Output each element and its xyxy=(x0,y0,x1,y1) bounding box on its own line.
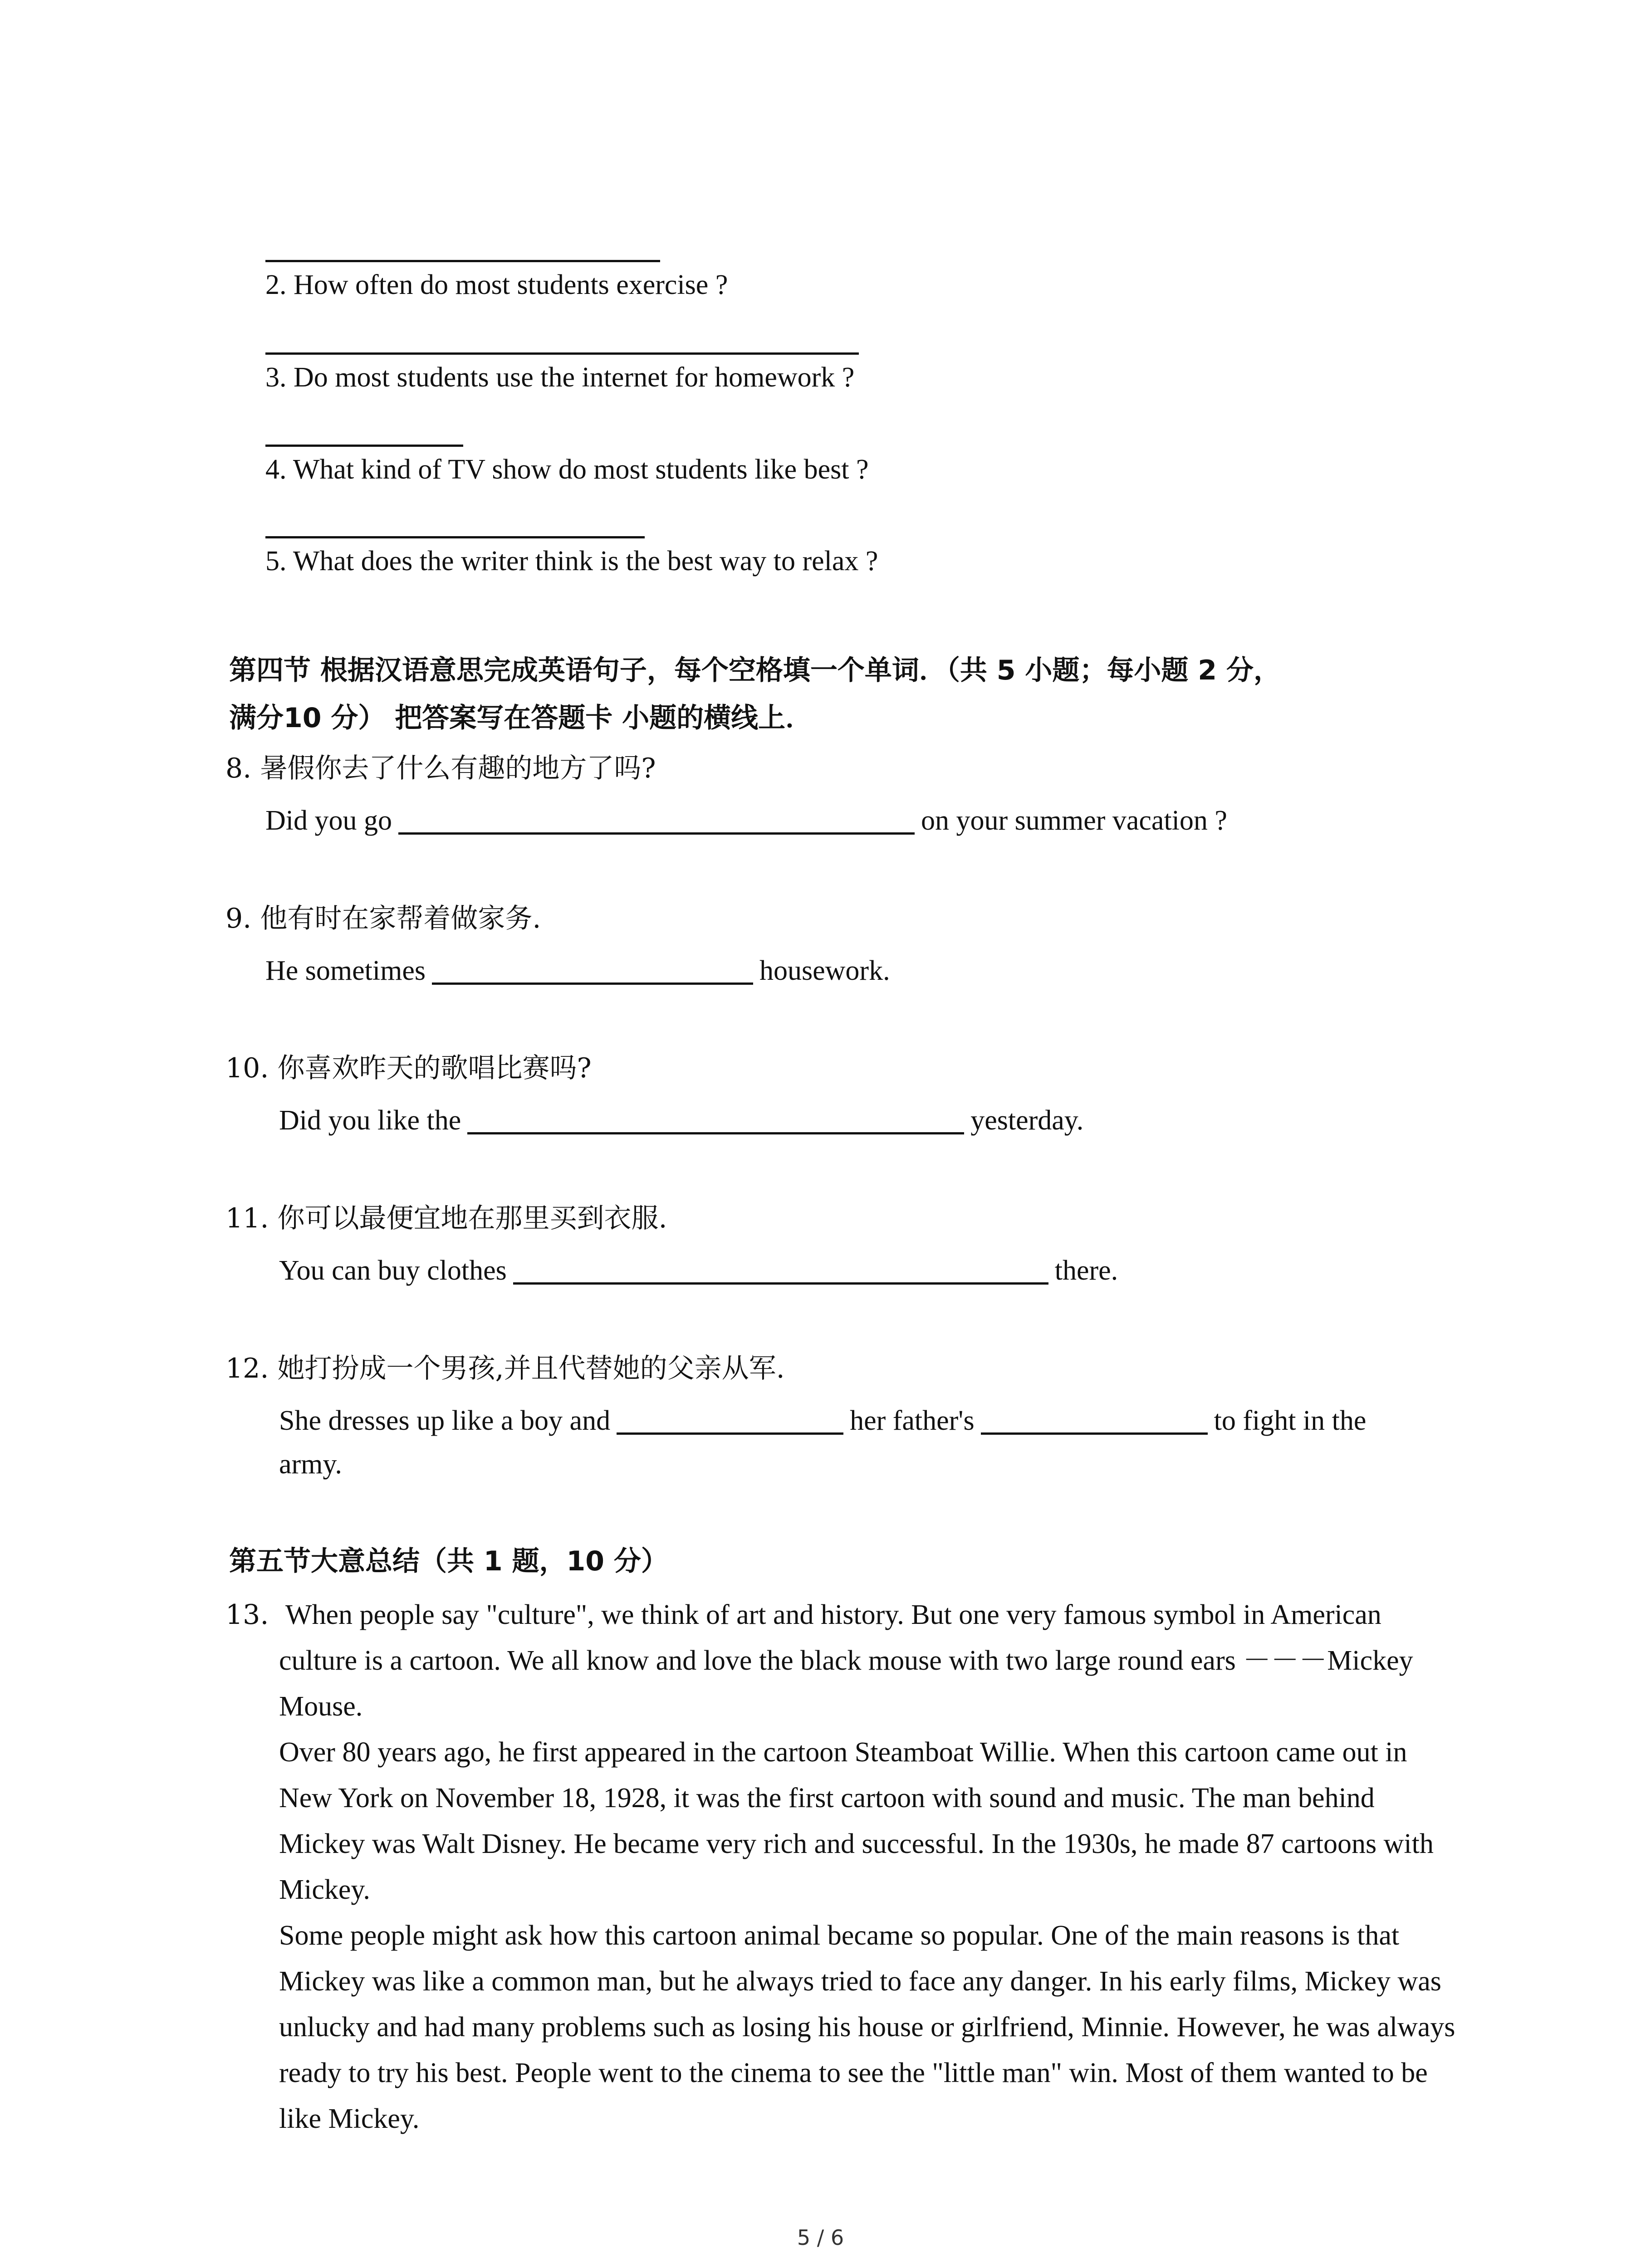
item-12-continuation: army. xyxy=(279,1449,342,1480)
sentence-after: to fight in the xyxy=(1214,1405,1367,1436)
question-text: What does the writer think is the best way to relax ? xyxy=(293,546,878,577)
item-number: 10. xyxy=(225,1052,269,1084)
sentence-after: housework. xyxy=(759,955,890,986)
item-12-chinese xyxy=(225,1355,785,1382)
section-four-heading-line2: 满分10 分） 把答案写在答题卡 小题的横线上． xyxy=(229,702,813,734)
section-four-heading-line1: 第四节 根据汉语意思完成英语句子，每个空格填一个单词．（共 5 小题；每小题 2 分， xyxy=(229,655,1281,686)
item-number: 9. xyxy=(225,903,252,934)
answer-line-q4[interactable] xyxy=(265,536,645,538)
sentence-before: He sometimes xyxy=(265,955,426,986)
answer-line-q3[interactable] xyxy=(265,445,463,447)
answer-blank[interactable] xyxy=(432,954,753,985)
sentence-before: She dresses up like a boy and xyxy=(279,1405,611,1436)
page-indicator: 5 / 6 xyxy=(797,2225,844,2250)
passage-paragraph-2: Over 80 years ago, he first appeared in the cartoon Steamboat Willie. When this cartoon came out in New York on November 18, 1928, it was the first cartoon with sound and music. The man behind Mickey was Walt Disney. He became very rich and successful. In the 1930s, he made 87 cartoons with Mickey. xyxy=(279,1737,1434,1905)
chinese-prompt: 她打扮成一个男孩,并且代替她的父亲从军. xyxy=(277,1353,785,1384)
item-9-chinese xyxy=(225,905,541,932)
answer-blank-2[interactable] xyxy=(981,1404,1208,1435)
answer-blank[interactable] xyxy=(398,804,915,835)
item-10-chinese xyxy=(225,1052,592,1084)
sentence-before: Did you like the xyxy=(279,1105,461,1136)
answer-line-q2[interactable] xyxy=(265,352,859,355)
sentence-before: Did you go xyxy=(265,805,392,836)
answer-line-q1[interactable] xyxy=(265,260,660,262)
item-number: 12. xyxy=(225,1353,269,1384)
passage-paragraph-3: Some people might ask how this cartoon animal became so popular. One of the main reasons is that Mickey was like a common man, but he always tried to face any danger. In his early films, Mickey was unlucky and had many problems such as losing his house or girlfriend, Minnie. However, he was always ready to try his best. People went to the cinema to see the "little man" win. Most of them wanted to be like Mickey. xyxy=(279,1920,1455,2134)
question-number: 3. xyxy=(265,362,287,393)
item-number: 11. xyxy=(225,1202,269,1234)
answer-blank[interactable] xyxy=(513,1254,1048,1285)
item-8-chinese xyxy=(225,755,656,782)
question-text: Do most students use the internet for homework ? xyxy=(294,362,855,393)
item-11-sentence xyxy=(279,1254,1118,1285)
item-11-chinese xyxy=(225,1202,667,1234)
sentence-middle: her father's xyxy=(850,1405,975,1436)
question-number: 5. xyxy=(265,546,287,577)
sentence-after: yesterday. xyxy=(970,1105,1084,1136)
item-8-sentence xyxy=(265,804,1227,835)
answer-blank-1[interactable] xyxy=(617,1404,843,1435)
question-5 xyxy=(265,547,878,575)
section-five-heading: 第五节大意总结（共 1 题，10 分） xyxy=(229,1545,668,1577)
item-9-sentence xyxy=(265,954,890,985)
chinese-prompt: 暑假你去了什么有趣的地方了吗? xyxy=(260,753,656,784)
sentence-after: on your summer vacation ? xyxy=(921,805,1227,836)
item-10-sentence xyxy=(279,1104,1083,1134)
chinese-prompt: 他有时在家帮着做家务. xyxy=(260,903,541,934)
question-text: What kind of TV show do most students like best ? xyxy=(293,454,869,485)
chinese-prompt: 你可以最便宜地在那里买到衣服. xyxy=(277,1202,667,1234)
answer-blank[interactable] xyxy=(467,1104,964,1134)
question-number: 2. xyxy=(265,269,287,300)
reading-passage xyxy=(279,1592,1459,2142)
chinese-prompt: 你喜欢昨天的歌唱比赛吗? xyxy=(277,1052,592,1084)
passage-paragraph-1: When people say "culture", we think of art and history. But one very famous symbol in American culture is a cartoon. We all know and love the black mouse with two large round ears －－－Mickey Mouse. xyxy=(279,1599,1413,1722)
item-number: 8. xyxy=(225,753,252,784)
sentence-after: there. xyxy=(1054,1255,1118,1286)
question-number: 4. xyxy=(265,454,287,485)
question-4 xyxy=(265,455,869,484)
item-12-sentence xyxy=(279,1404,1366,1435)
question-13-number: 13. xyxy=(225,1599,269,1631)
question-2 xyxy=(265,271,728,299)
question-3 xyxy=(265,363,854,391)
question-text: How often do most students exercise ? xyxy=(294,269,728,300)
sentence-before: You can buy clothes xyxy=(279,1255,507,1286)
